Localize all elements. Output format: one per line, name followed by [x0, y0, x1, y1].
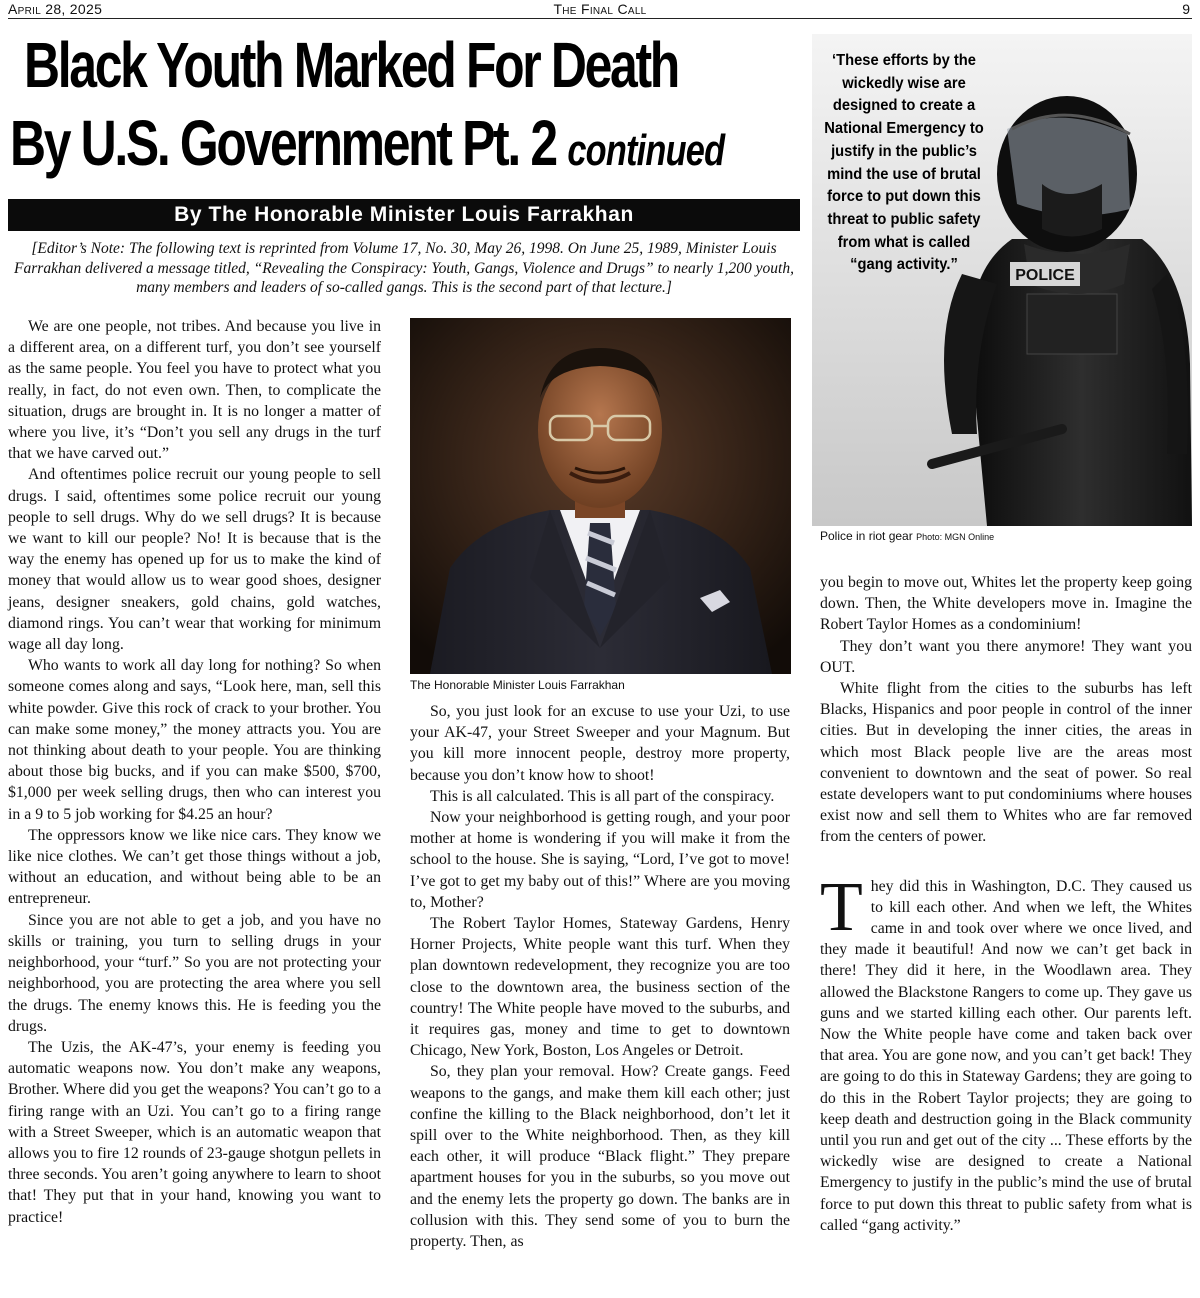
spacer: [820, 848, 1192, 876]
headline-line-2-text: By U.S. Government Pt. 2: [10, 107, 556, 179]
paragraph: Who wants to work all day long for nothing? So when someone comes along and says, “Look here, man, sell this white powder. Give this rock of crack to your brother. You can make some money,” the money attracts you. You are not thinking about death to your people. You are thinking about those big bucks, and if you can make $500, $700, $1,000 per week selling drugs, then who can interest you in a 9 to 5 job working for $4.25 an hour?: [8, 657, 381, 823]
pull-quote: ‘These efforts by the wickedly wise are designed to create a National Emergency to justify in the public’s mind the use of brutal force to put down this threat to public safety from what is called “gang activity.”: [824, 52, 984, 274]
article-column-1: [8, 316, 381, 1228]
paragraph: you begin to move out, Whites let the property keep going down. Then, the White developers move in. Imagine the Robert Taylor Homes as a condominium!: [820, 574, 1192, 634]
headline: [10, 26, 800, 190]
editors-note: [Editor’s Note: The following text is reprinted from Volume 17, No. 30, May 26, 1998. On June 25, 1989, Minister Louis Farrakhan delivered a message titled, “Revealing the Conspiracy: Youth, Gangs, Violence and Drugs” to nearly 1,200 youth, many members and leaders of so-called gangs. This is the second part of that lecture.]: [14, 240, 794, 296]
article-column-2: [410, 701, 790, 1252]
caption-text: Police in riot gear: [820, 529, 913, 543]
paragraph: We are one people, not tribes. And because you live in a different area, on a different turf, you don’t see yourself as the same people. You feel you have to protect what you really, in fact, do not even own. Then, to complicate the situation, drugs are brought in. It is no longer a matter of where you live, it’s “Don’t you sell any drugs in the turf that we have carved out.”: [8, 318, 381, 463]
police-badge-text: POLICE: [1015, 267, 1075, 284]
headline-line-2: [10, 104, 725, 190]
paragraph: This is all calculated. This is all part of the conspiracy.: [430, 787, 775, 805]
drop-cap: T: [820, 868, 863, 946]
paragraph: White flight from the cities to the suburbs has left Blacks, Hispanics and poor people in control of the inner cities. But in developing the inner cities, the areas in which most Black people live are the areas most convenient to downtown and the seat of power. So real estate developers want to put condominiums where houses exist now and sell them to Whites who are far removed from the centers of power.: [820, 680, 1192, 846]
farrakhan-photo: [410, 318, 791, 674]
paragraph: The oppressors know we like nice cars. They know we like nice clothes. We can’t get those things without a job, without an education, and without being able to be an entrepreneur.: [8, 826, 381, 908]
page-number: 9: [1182, 1, 1190, 17]
paragraph: The Robert Taylor Homes, Stateway Gardens, Henry Horner Projects, White people want this turf. When they plan downtown redevelopment, they recognize you are too close to the downtown area, the business section of the country! The White people have moved to the suburbs, and it requires gas, money and time to get to downtown Chicago, New York, Boston, Los Angeles or Detroit.: [410, 915, 790, 1060]
photo-caption-police: [820, 529, 994, 543]
header-rule: [8, 18, 1192, 19]
paragraph: The Uzis, the AK-47’s, your enemy is feeding you automatic weapons now. You don’t make any weapons, Brother. Where did you get the weapons? You can’t go to a firing range with an Uzi. You can’t go to a firing range with a Street Sweeper, which is an automatic weapon that allows you to fire 12 rounds of 23-gauge shotgun pellets in three seconds. You aren’t going anywhere to learn to shoot that! They put that in your hand, knowing you want to practice!: [8, 1038, 381, 1226]
headline-line-1: Black Youth Marked For Death: [24, 29, 678, 101]
article-column-3: [820, 572, 1192, 1236]
paragraph: They don’t want you there anymore! They want you OUT.: [820, 637, 1192, 676]
headline-continued: continued: [567, 126, 725, 175]
paragraph: Since you are not able to get a job, and you have no skills or training, you turn to selling drugs in your neighborhood, your “turf.” So you are not protecting your neighborhood, you are protecting the area where you sell the drugs. The enemy knows this. He is feeding you the drugs.: [8, 911, 381, 1035]
issue-date: April 28, 2025: [8, 1, 103, 17]
photo-credit: Photo: MGN Online: [916, 532, 995, 542]
paragraph: So, they plan your removal. How? Create gangs. Feed weapons to the gangs, and make them kill each other; just confine the killing to the Black neighborhood, don’t let it spill over to the White neighborhood. Then, as they kill each other, it will produce “Black flight.” They prepare apartment houses for you in the suburbs, so you move out and the enemy lets the property go down. The banks are in collusion with this. They send some of you to burn the property. Then, as: [410, 1063, 790, 1251]
dropcap-paragraph: [820, 868, 1192, 1236]
photo-caption: The Honorable Minister Louis Farrakhan: [410, 678, 625, 692]
byline-bar: By The Honorable Minister Louis Farrakhan: [8, 199, 800, 231]
publication-name: The Final Call: [553, 1, 647, 17]
dropcap-paragraph-text: hey did this in Washington, D.C. They caused us to kill each other. And when we left, the Whites came in and took over where we once lived, and they made it beautiful! And now we can’t get back in there! They did it here, in the Woodlawn area. They allowed the Blackstone Rangers to come up. They gave us guns and we started killing each other. Our parents left. Now the White people have come and taken back over that area. You are gone now, and you can’t get back! They are going to do this in Stateway Gardens; they are going to do this in the Robert Taylor projects; they are going to keep death and destruction going in the Black community until you run and get out of the city ... These efforts by the wickedly wise are designed to create a National Emergency to justify in the public’s mind the use of brutal force to put down this threat to public safety from what is called “gang activity.”: [820, 877, 1192, 1234]
paragraph: So, you just look for an excuse to use your Uzi, to use your AK-47, your Street Sweeper and your Magnum. But you kill more innocent people, destroy more property, because you don’t know how to shoot!: [410, 703, 790, 784]
portrait-illustration: [410, 318, 791, 674]
paragraph: Now your neighborhood is getting rough, and your poor mother at home is wondering if you will make it from the school to the house. She is saying, “Lord, I’ve got to move! I’ve got to get my baby out of this!” Where are you moving to, Mother?: [410, 809, 790, 911]
paragraph: And oftentimes police recruit our young people to sell drugs. I said, oftentimes some police recruit our young people to sell drugs. Why do we sell drugs? It is because we want to kill our people? No! It is because that is the way the enemy has opened up for us to make the kind of money that would allow us to wear good shoes, designer jeans, designer sneakers, gold chains, gold watches, diamond rings. You can’t wear that working for minimum wage all day long.: [8, 466, 381, 654]
